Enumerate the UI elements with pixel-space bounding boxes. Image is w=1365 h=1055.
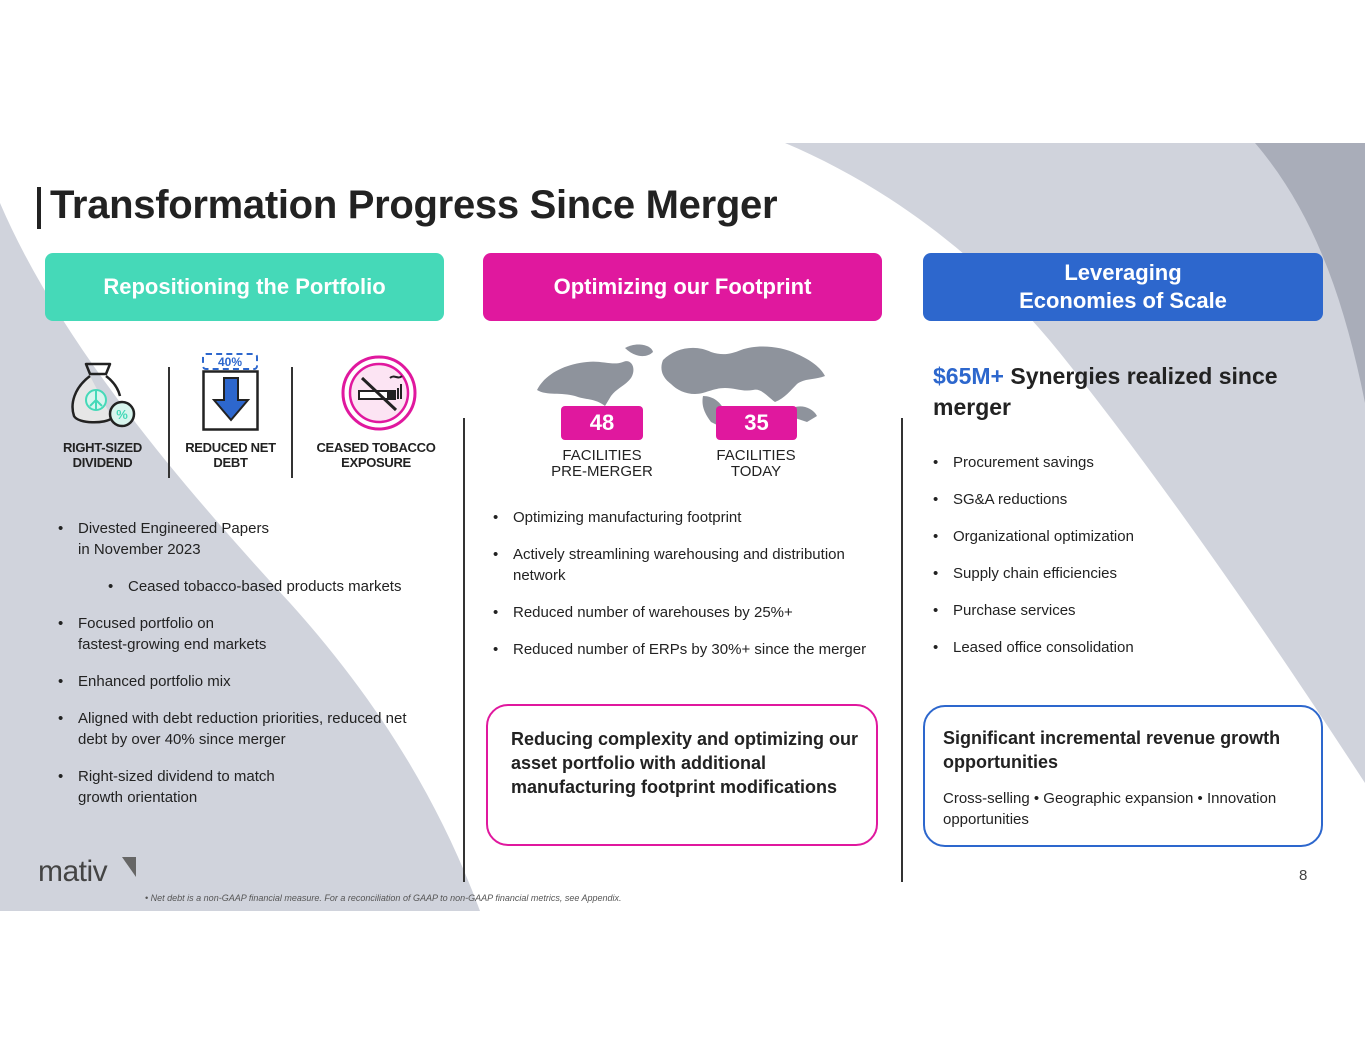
company-logo: mativ [38, 855, 107, 889]
svg-text:%: % [116, 407, 128, 422]
header-label-line2: Economies of Scale [1019, 288, 1227, 313]
list-item: • Actively streamlining warehousing and distribution network [493, 544, 878, 586]
list-item: • Reduced number of warehouses by 25%+ [493, 602, 878, 623]
header-repositioning-portfolio [45, 253, 444, 321]
icon-divider [168, 367, 170, 478]
scale-bullet-list [933, 452, 1303, 674]
icon-label-dividend: RIGHT-SIZED DIVIDEND [62, 440, 143, 470]
scale-callout-body: Cross-selling • Geographic expansion • Innovation opportunities [943, 790, 1277, 828]
stat-badge-pre-merger: 48 [561, 406, 643, 440]
page-number: 8 [1299, 867, 1308, 884]
header-optimizing-footprint [483, 253, 882, 321]
stat-badge-today: 35 [716, 406, 797, 440]
stat-label-today: FACILITIES TODAY [716, 447, 796, 480]
list-item: • Supply chain efficiencies [933, 563, 1303, 584]
header-economies-of-scale [923, 253, 1323, 321]
list-item: • Ceased tobacco-based products markets [108, 576, 448, 597]
header-label: Optimizing our Footprint [553, 274, 812, 299]
footprint-bullet-list [493, 507, 878, 676]
synergy-text: Synergies realized since merger [933, 363, 1278, 420]
slide [0, 143, 1365, 911]
icon-label-tobacco: CEASED TOBACCO EXPOSURE [316, 440, 436, 470]
money-bag-icon [66, 358, 138, 430]
synergies-heading [933, 361, 1303, 423]
reduced-debt-graphic [202, 353, 260, 433]
page-title: Transformation Progress Since Merger [50, 183, 778, 227]
title-accent-bar [37, 187, 41, 229]
list-item: • Procurement savings [933, 452, 1303, 473]
header-label-line1: Leveraging [1064, 260, 1182, 285]
list-item: • SG&A reductions [933, 489, 1303, 510]
list-item: • Leased office consolidation [933, 637, 1303, 658]
list-item: • Purchase services [933, 600, 1303, 621]
list-item: • Reduced number of ERPs by 30%+ since the merger [493, 639, 878, 660]
icon-divider [291, 367, 293, 478]
down-arrow-icon [202, 370, 260, 432]
icon-label-net-debt: REDUCED NET DEBT [185, 440, 276, 470]
logo-mark-icon [120, 855, 138, 879]
scale-callout-title: Significant incremental revenue growth opportunities [943, 728, 1281, 772]
footprint-callout-text: Reducing complexity and optimizing our asset portfolio with additional manufacturing footprint modifications [511, 729, 859, 797]
debt-badge: 40% [202, 353, 258, 370]
column-divider [463, 418, 465, 882]
column-divider [901, 418, 903, 882]
footnote: • Net debt is a non-GAAP financial measure. For a reconciliation of GAAP to non-GAAP financial metrics, see Appendix. [145, 893, 622, 903]
header-label: Repositioning the Portfolio [103, 274, 386, 299]
list-item: • Organizational optimization [933, 526, 1303, 547]
no-smoking-icon [340, 354, 418, 432]
synergy-amount: $65M+ [933, 363, 1004, 389]
list-item: • Divested Engineered Papers in November 2023 [58, 518, 448, 560]
list-item: • Optimizing manufacturing footprint [493, 507, 878, 528]
list-item: • Focused portfolio on fastest-growing end markets [58, 613, 448, 655]
list-item: • Aligned with debt reduction priorities, reduced net debt by over 40% since merger [58, 708, 448, 750]
list-item: • Enhanced portfolio mix [58, 671, 448, 692]
portfolio-bullet-list [58, 518, 448, 824]
list-item: • Right-sized dividend to match growth orientation [58, 766, 448, 808]
stat-label-pre-merger: FACILITIES PRE-MERGER [551, 447, 653, 480]
